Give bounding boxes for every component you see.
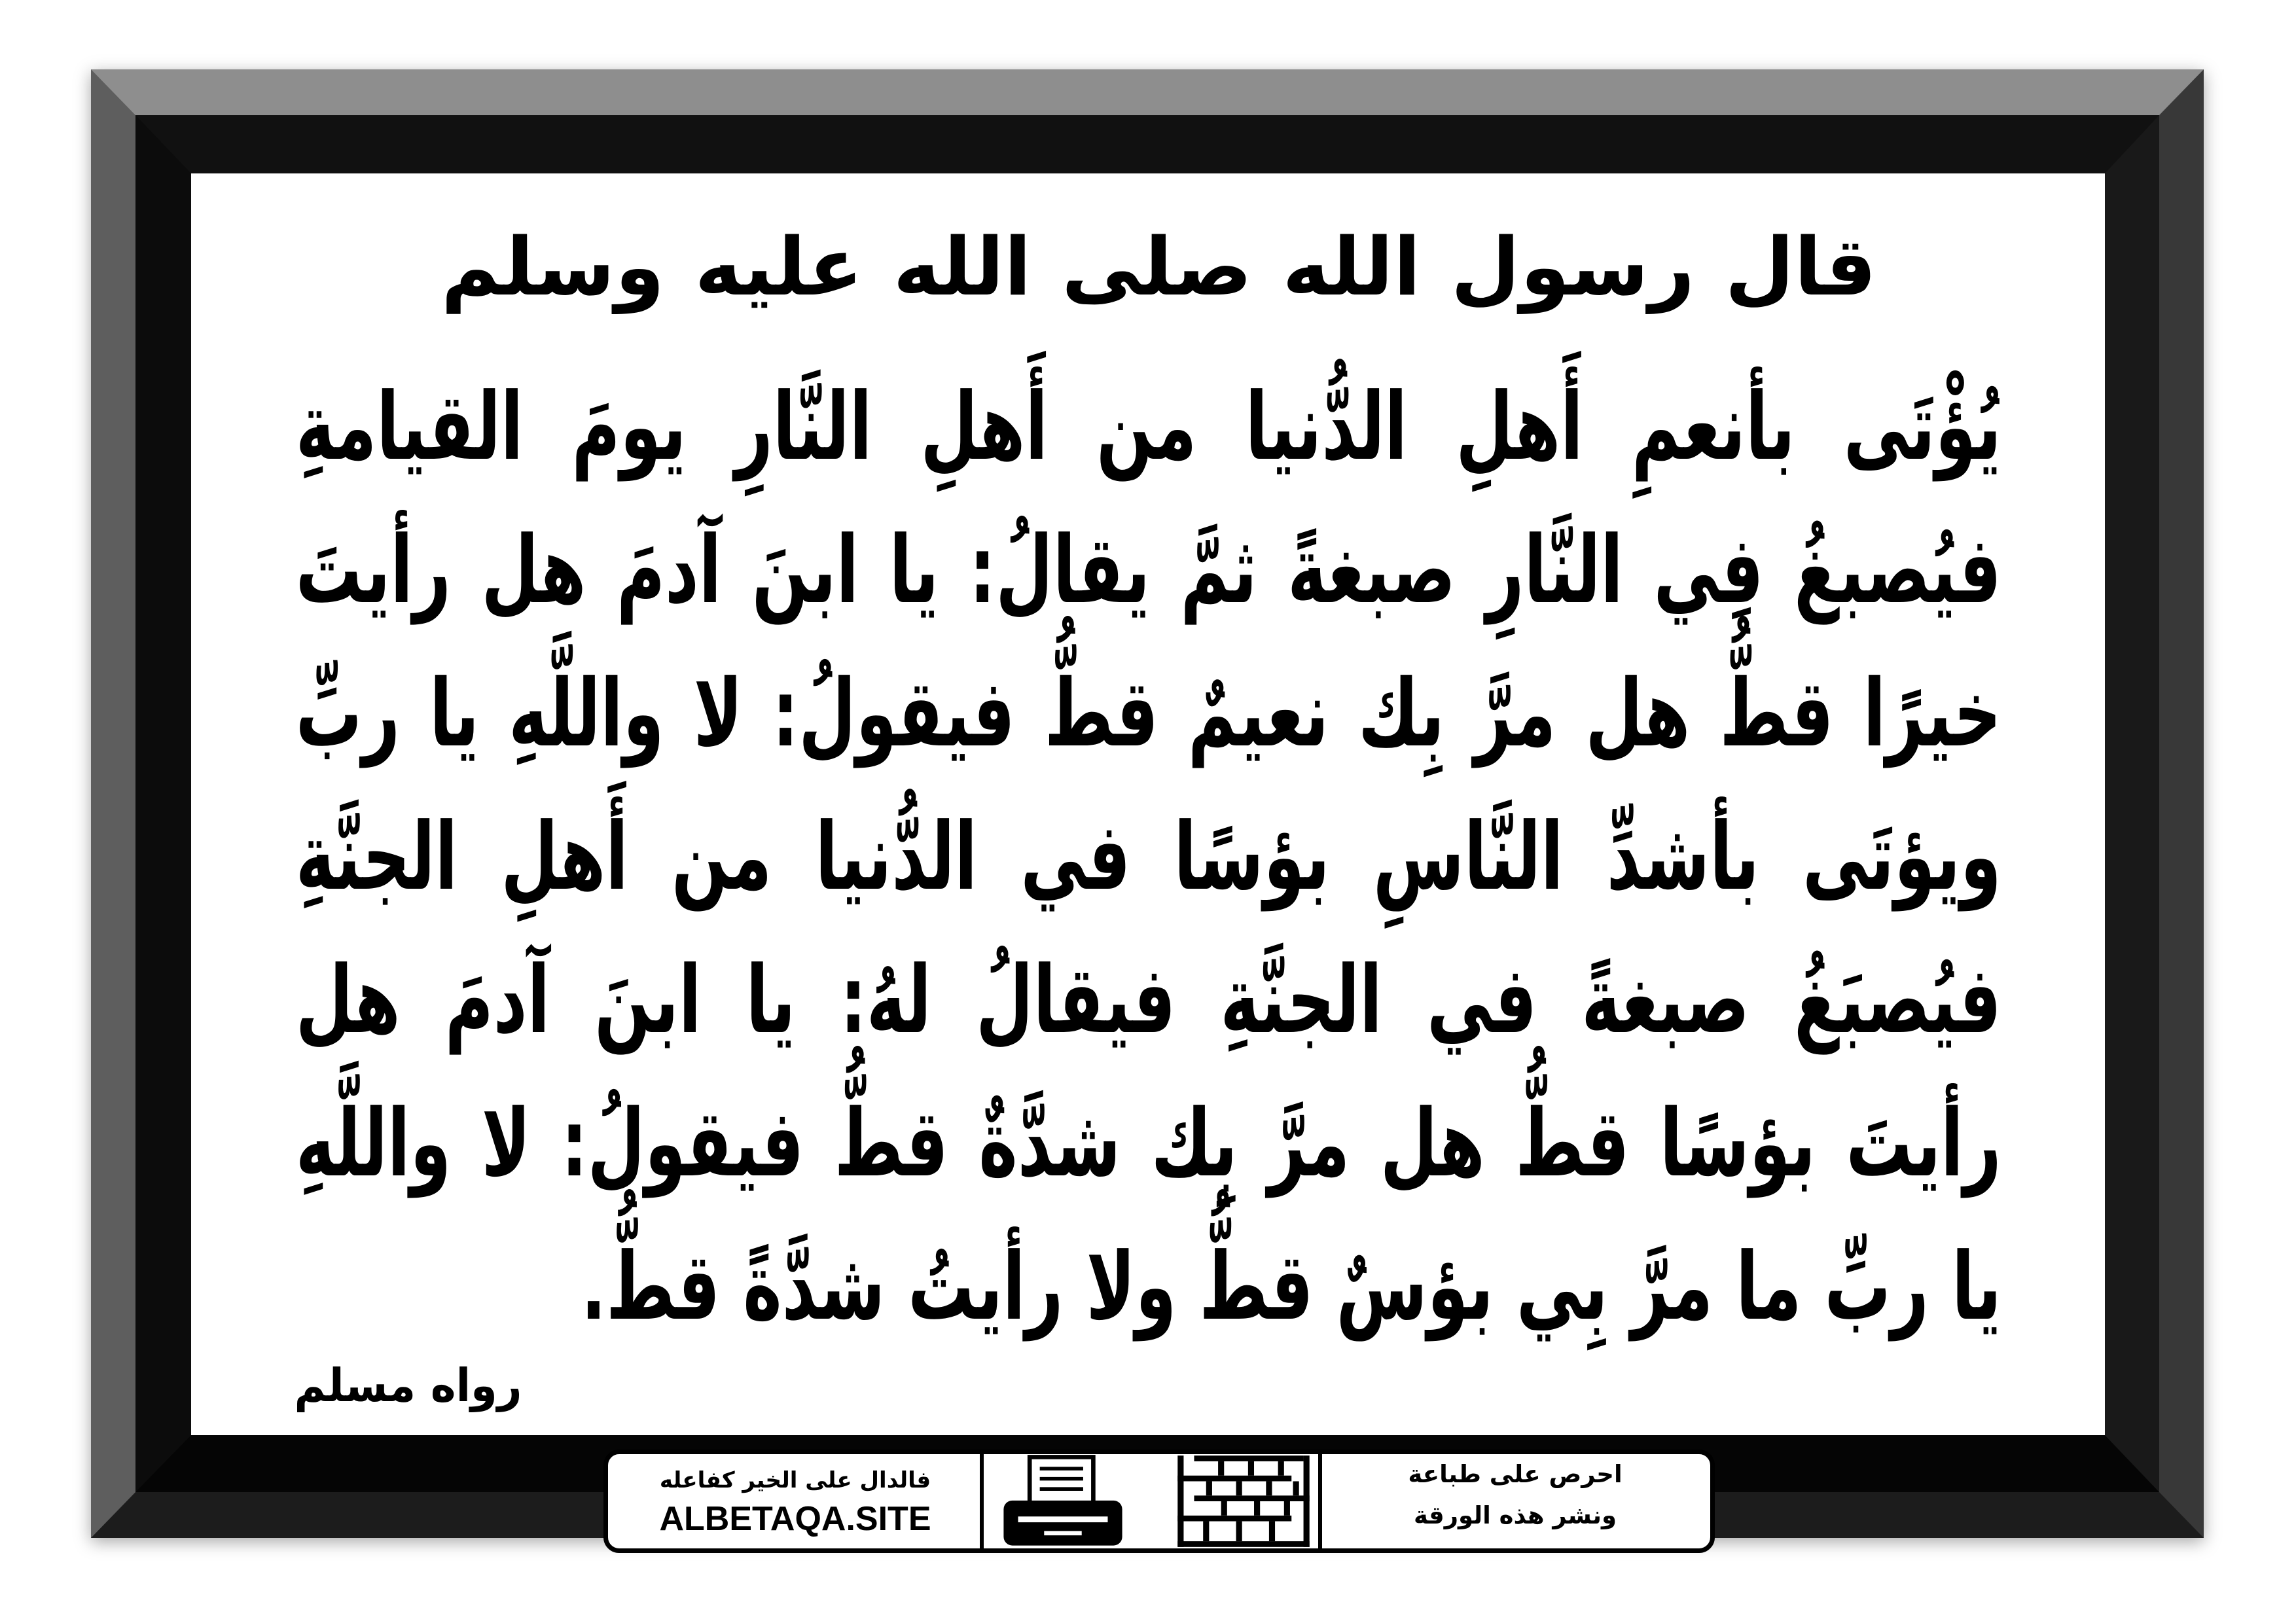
printer-slot: [1018, 1516, 1108, 1522]
kufic-logo-stroke: [1194, 1495, 1309, 1501]
hadith-line-5: [296, 929, 2001, 1072]
printer-paper: [1030, 1457, 1093, 1506]
kufic-logo-stroke: [1177, 1541, 1309, 1547]
kufic-logo-stroke: [1221, 1501, 1227, 1516]
title-text: قال رسول الله صلى الله عليه وسلم: [441, 221, 1876, 313]
hadith-line-4: [296, 785, 2001, 929]
printer-tray: [1044, 1531, 1081, 1535]
hadith-line-text: رأيتَ بؤسًا قطُّ هل مرَّ بِك شدَّةٌ قطُّ فيقولُ: لا واللَّهِ: [296, 1090, 2001, 1198]
printer-icon: [1001, 1454, 1125, 1548]
hadith-line-3: [296, 642, 2001, 785]
hadith-source-text: رواه مسلم: [295, 1359, 522, 1412]
kufic-logo-stroke: [1218, 1461, 1224, 1476]
hadith-line-text: فيُصبَغُ صبغةً في الجنَّةِ فيقالُ لهُ: يا ابنَ آدمَ هل: [296, 946, 2001, 1054]
hadith-line-text: خيرًا قطُّ هل مرَّ بِك نعيمٌ قطُّ فيقولُ: لا واللَّهِ يا ربِّ: [296, 660, 2001, 768]
printer-body: [1003, 1501, 1122, 1546]
kufic-logo-icon: [1176, 1454, 1311, 1548]
hadith-line-text: يا ربِّ ما مرَّ بِي بؤسٌ قطُّ ولا رأيتُ شدَّةً قطُّ.: [581, 1233, 2001, 1341]
kufic-logo-stroke: [1254, 1501, 1260, 1516]
kufic-logo-stroke: [1236, 1522, 1242, 1542]
footer-divider-right: [1318, 1454, 1322, 1548]
hadith-line-text: فيُصبغُ فِي النَّارِ صبغةً ثمَّ يقالُ: يا ابنَ آدمَ هل رأيتَ: [296, 516, 2001, 624]
page-title: [441, 208, 1876, 326]
site-name-text: ALBETAQA.SITE: [659, 1500, 931, 1538]
hadith-line-text: ويؤتَى بأشدِّ النَّاسِ بؤسًا في الدُّنيا من أَهلِ الجنَّةِ: [296, 803, 2001, 911]
kufic-logo-stroke: [1194, 1455, 1303, 1461]
kufic-logo-stroke: [1236, 1481, 1242, 1495]
hadith-source: [295, 1353, 522, 1418]
site-name: [612, 1501, 978, 1537]
kufic-logo-stroke: [1284, 1501, 1290, 1516]
footer-divider-left: [980, 1454, 984, 1548]
kufic-logo-stroke: [1293, 1481, 1299, 1495]
hadith-line-2: [296, 499, 2001, 642]
kufic-logo-stroke: [1206, 1481, 1212, 1495]
kufic-logo-stroke: [1177, 1516, 1291, 1522]
kufic-logo-stroke: [1278, 1461, 1284, 1476]
print-prompt-line-2: [1324, 1501, 1706, 1530]
slogan-text: فالدال على الخير كفاعله: [659, 1467, 931, 1493]
kufic-logo-stroke: [1269, 1522, 1275, 1542]
print-prompt-line-1: [1324, 1460, 1706, 1489]
kufic-logo-stroke: [1203, 1522, 1209, 1542]
footer-bar: [603, 1450, 1715, 1553]
kufic-logo-stroke: [1177, 1476, 1291, 1482]
hadith-line-text: يُؤْتَى بأنعمِ أَهلِ الدُّنيا من أَهلِ النَّارِ يومَ القيامةِ: [296, 373, 2001, 481]
slogan: [612, 1466, 978, 1495]
kufic-logo-stroke: [1266, 1481, 1272, 1495]
hadith-line-6: [296, 1072, 2001, 1215]
hadith-line-7: [581, 1215, 2001, 1359]
kufic-logo-stroke: [1177, 1455, 1183, 1547]
hadith-line-1: [296, 355, 2001, 499]
kufic-logo-stroke: [1248, 1461, 1254, 1476]
print-prompt-text: ونشر هذه الورقة: [1414, 1501, 1617, 1529]
print-prompt-text: احرص على طباعة: [1408, 1460, 1623, 1488]
